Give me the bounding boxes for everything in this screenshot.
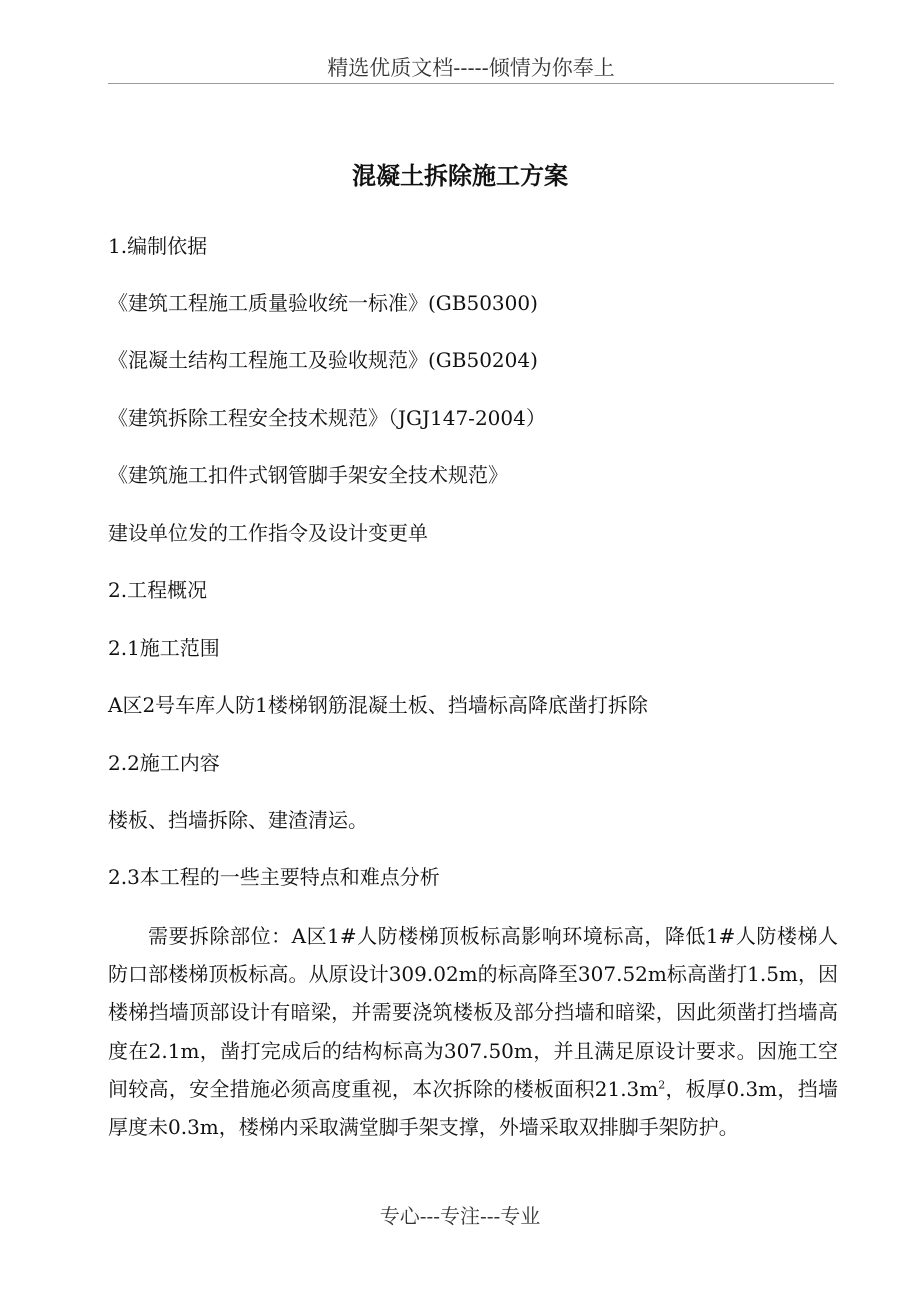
reference-item: 《混凝土结构工程施工及验收规范》(GB50204) bbox=[108, 348, 538, 372]
page-footer: 专心---专注---专业 bbox=[379, 1204, 541, 1228]
reference-item: 《建筑工程施工质量验收统一标准》(GB50300) bbox=[108, 291, 538, 315]
document-title: 混凝土拆除施工方案 bbox=[352, 162, 568, 190]
page-header: 精选优质文档-----倾情为你奉上 bbox=[108, 53, 834, 84]
paragraph-text-end: ，板厚0.3m，挡墙厚度未0.3m，楼梯内采取满堂脚手架支撑，外墙采取双排脚手架防护。 bbox=[108, 1076, 838, 1140]
section-heading-overview: 2.工程概况 bbox=[108, 578, 208, 602]
analysis-paragraph bbox=[108, 917, 838, 1146]
reference-item: 建设单位发的工作指令及设计变更单 bbox=[108, 521, 428, 545]
superscript: 2 bbox=[658, 1078, 666, 1092]
section-heading-basis: 1.编制依据 bbox=[108, 234, 208, 258]
content-text: 楼板、挡墙拆除、建渣清运。 bbox=[108, 808, 368, 832]
reference-item: 《建筑拆除工程安全技术规范》（JGJ147-2004） bbox=[108, 406, 546, 430]
scope-text: A区2号车库人防1楼梯钢筋混凝土板、挡墙标高降底凿打拆除 bbox=[108, 693, 648, 717]
subsection-heading-content: 2.2施工内容 bbox=[108, 751, 220, 775]
subsection-heading-analysis: 2.3本工程的一些主要特点和难点分析 bbox=[108, 865, 440, 889]
paragraph-text: 需要拆除部位：A区1#人防楼梯顶板标高影响环境标高，降低1#人防楼梯人防口部楼梯顶板标高。从原设计309.02m的标高降至307.52m标高凿打1.5m，因楼梯挡墙顶部设计有暗梁，并需要浇筑楼板及部分挡墙和暗梁，因此须凿打挡墙高度在2.1m，凿打完成后的结构标高为307.50m，并且满足原设计要求。因施工空间较高，安全措施必须高度重视，本次拆除的楼板面积21.3m bbox=[108, 924, 838, 1101]
reference-item: 《建筑施工扣件式钢管脚手架安全技术规范》 bbox=[108, 463, 508, 487]
subsection-heading-scope: 2.1施工范围 bbox=[108, 636, 220, 660]
